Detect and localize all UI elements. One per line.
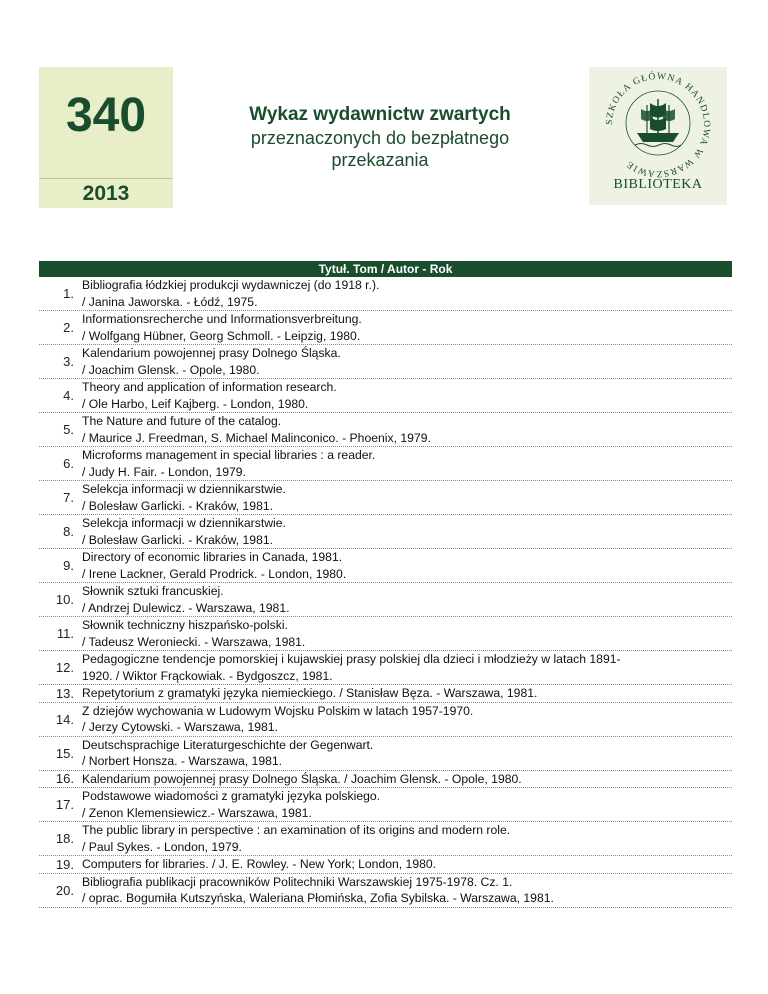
table-body [39, 277, 732, 908]
entry-line: Microforms management in special libraries : a reader. [82, 448, 376, 462]
entry-line: / Paul Sykes. - London, 1979. [82, 839, 242, 854]
table-row [39, 447, 732, 481]
entry-line: / Janina Jaworska. - Łódź, 1975. [82, 294, 258, 309]
entry-line: / Bolesław Garlicki. - Kraków, 1981. [82, 498, 274, 513]
table-row [39, 277, 732, 311]
table-row [39, 413, 732, 447]
entry-line: / oprac. Bogumiła Kutszyńska, Waleriana Płomińska, Zofia Sybilska. - Warszawa, 1981. [82, 891, 554, 905]
row-entry [82, 874, 554, 907]
table-row [39, 685, 732, 703]
entry-line: Słownik techniczny hiszpańsko-polski. [82, 618, 288, 632]
row-entry [82, 583, 290, 616]
entry-line: / Tadeusz Weroniecki. - Warszawa, 1981. [82, 634, 306, 649]
publications-table [39, 261, 732, 908]
row-number: 14. [55, 711, 74, 727]
row-entry [82, 447, 375, 480]
library-logo [589, 67, 727, 205]
entry-line: Pedagogiczne tendencje pomorskiej i kujawskiej prasy polskiej dla dzieci i młodzieży w latach 1891- [82, 652, 621, 666]
table-row [39, 311, 732, 345]
row-entry [82, 277, 379, 310]
row-entry [82, 379, 337, 412]
entry-line: / Maurice J. Freedman, S. Michael Malinconico. - Phoenix, 1979. [82, 430, 431, 445]
document-title [200, 103, 560, 171]
entry-line: Bibliografia łódzkiej produkcji wydawniczej (do 1918 r.). [82, 278, 380, 292]
entry-line: / Wolfgang Hübner, Georg Schmoll. - Leipzig, 1980. [82, 328, 361, 343]
entry-line: 1920. / Wiktor Frąckowiak. - Bydgoszcz, 1981. [82, 668, 333, 683]
entry-line: Z dziejów wychowania w Ludowym Wojsku Polskim w latach 1957-1970. [82, 703, 474, 718]
row-entry [82, 737, 373, 770]
table-row [39, 345, 732, 379]
row-number: 9. [63, 558, 74, 573]
logo-label: BIBLIOTEKA [613, 177, 703, 192]
row-number: 17. [55, 797, 74, 812]
row-entry [82, 856, 436, 873]
row-number: 19. [55, 856, 74, 872]
row-number: 1. [63, 286, 74, 301]
entry-line: Theory and application of information research. [82, 380, 337, 394]
row-number: 16. [55, 771, 74, 787]
row-number: 3. [63, 354, 74, 369]
entry-line: / Bolesław Garlicki. - Kraków, 1981. [82, 532, 274, 547]
entry-line: / Andrzej Dulewicz. - Warszawa, 1981. [82, 600, 290, 615]
entry-line: Selekcja informacji w dziennikarstwie. [82, 516, 286, 530]
entry-line: / Joachim Glensk. - Opole, 1980. [82, 362, 260, 377]
entry-line: The Nature and future of the catalog. [82, 414, 282, 428]
entry-line: / Irene Lackner, Gerald Prodrick. - London, 1980. [82, 566, 347, 581]
row-entry [82, 771, 522, 788]
table-row [39, 822, 732, 856]
row-number: 10. [55, 592, 74, 607]
row-number: 11. [56, 626, 74, 641]
table-row [39, 583, 732, 617]
row-number: 2. [63, 320, 74, 335]
row-entry [82, 481, 286, 514]
entry-line: Kalendarium powojennej prasy Dolnego Śląska. / Joachim Glensk. - Opole, 1980. [82, 771, 522, 786]
entry-line: Podstawowe wiadomości z gramatyki języka polskiego. [82, 789, 381, 803]
table-row [39, 856, 732, 874]
document-year: 2013 [82, 182, 130, 205]
row-number: 18. [55, 831, 74, 846]
table-row [39, 874, 732, 908]
title-subtitle-line2: przekazania [331, 150, 429, 170]
entry-line: Kalendarium powojennej prasy Dolnego Śląska. [82, 346, 341, 360]
entry-line: / Zenon Klemensiewicz.- Warszawa, 1981. [82, 805, 312, 820]
table-row [39, 737, 732, 771]
row-number: 15. [55, 745, 74, 761]
table-row [39, 617, 732, 651]
row-number: 8. [63, 524, 74, 539]
row-number: 5. [63, 422, 74, 437]
document-number: 340 [65, 89, 147, 142]
table-row [39, 651, 732, 685]
row-entry [82, 788, 380, 821]
row-number: 20. [55, 882, 74, 898]
row-number: 6. [63, 456, 74, 471]
row-entry [82, 311, 362, 344]
logo-ring-text: SZKOŁA GŁÓWNA HANDLOWA W WARSZAWIE [604, 71, 712, 179]
row-entry [82, 651, 621, 684]
row-entry [82, 703, 473, 736]
table-row [39, 515, 732, 549]
entry-line: Słownik sztuki francuskiej. [82, 584, 224, 598]
title-main: Wykaz wydawnictw zwartych [249, 104, 511, 125]
title-subtitle-line1: przeznaczonych do bezpłatnego [250, 128, 510, 148]
table-row [39, 703, 732, 737]
row-entry [82, 345, 341, 378]
row-number: 12. [55, 660, 74, 675]
entry-line: / Norbert Honsza. - Warszawa, 1981. [82, 754, 283, 768]
row-entry [82, 515, 286, 548]
badge-divider [39, 178, 173, 179]
entry-line: Selekcja informacji w dziennikarstwie. [82, 482, 286, 496]
row-entry [82, 685, 537, 702]
entry-line: / Jerzy Cytowski. - Warszawa, 1981. [82, 720, 278, 734]
table-row [39, 481, 732, 515]
row-number: 4. [63, 388, 74, 403]
entry-line: Repetytorium z gramatyki języka niemieckiego. / Stanisław Bęza. - Warszawa, 1981. [82, 686, 538, 700]
entry-line: / Judy H. Fair. - London, 1979. [82, 464, 246, 479]
entry-line: Deutschsprachige Literaturgeschichte der Gegenwart. [82, 737, 374, 752]
table-row [39, 771, 732, 789]
table-row [39, 788, 732, 822]
document-number-badge [39, 67, 173, 208]
entry-line: Informationsrecherche und Informationsverbreitung. [82, 312, 362, 326]
entry-line: / Ole Harbo, Leif Kajberg. - London, 1980. [82, 396, 309, 411]
row-entry [82, 549, 346, 582]
row-number: 7. [63, 490, 74, 505]
entry-line: The public library in perspective : an examination of its origins and modern role. [82, 823, 511, 837]
entry-line: Computers for libraries. / J. E. Rowley. - New York; London, 1980. [82, 857, 437, 871]
entry-line: Bibliografia publikacji pracowników Politechniki Warszawskiej 1975-1978. Cz. 1. [82, 874, 513, 889]
table-row [39, 549, 732, 583]
row-entry [82, 822, 510, 855]
entry-line: Directory of economic libraries in Canada, 1981. [82, 550, 343, 564]
table-header: Tytuł. Tom / Autor - Rok [39, 261, 732, 277]
row-number: 13. [55, 685, 74, 701]
row-entry [82, 617, 305, 650]
table-row [39, 379, 732, 413]
row-entry [82, 413, 431, 446]
